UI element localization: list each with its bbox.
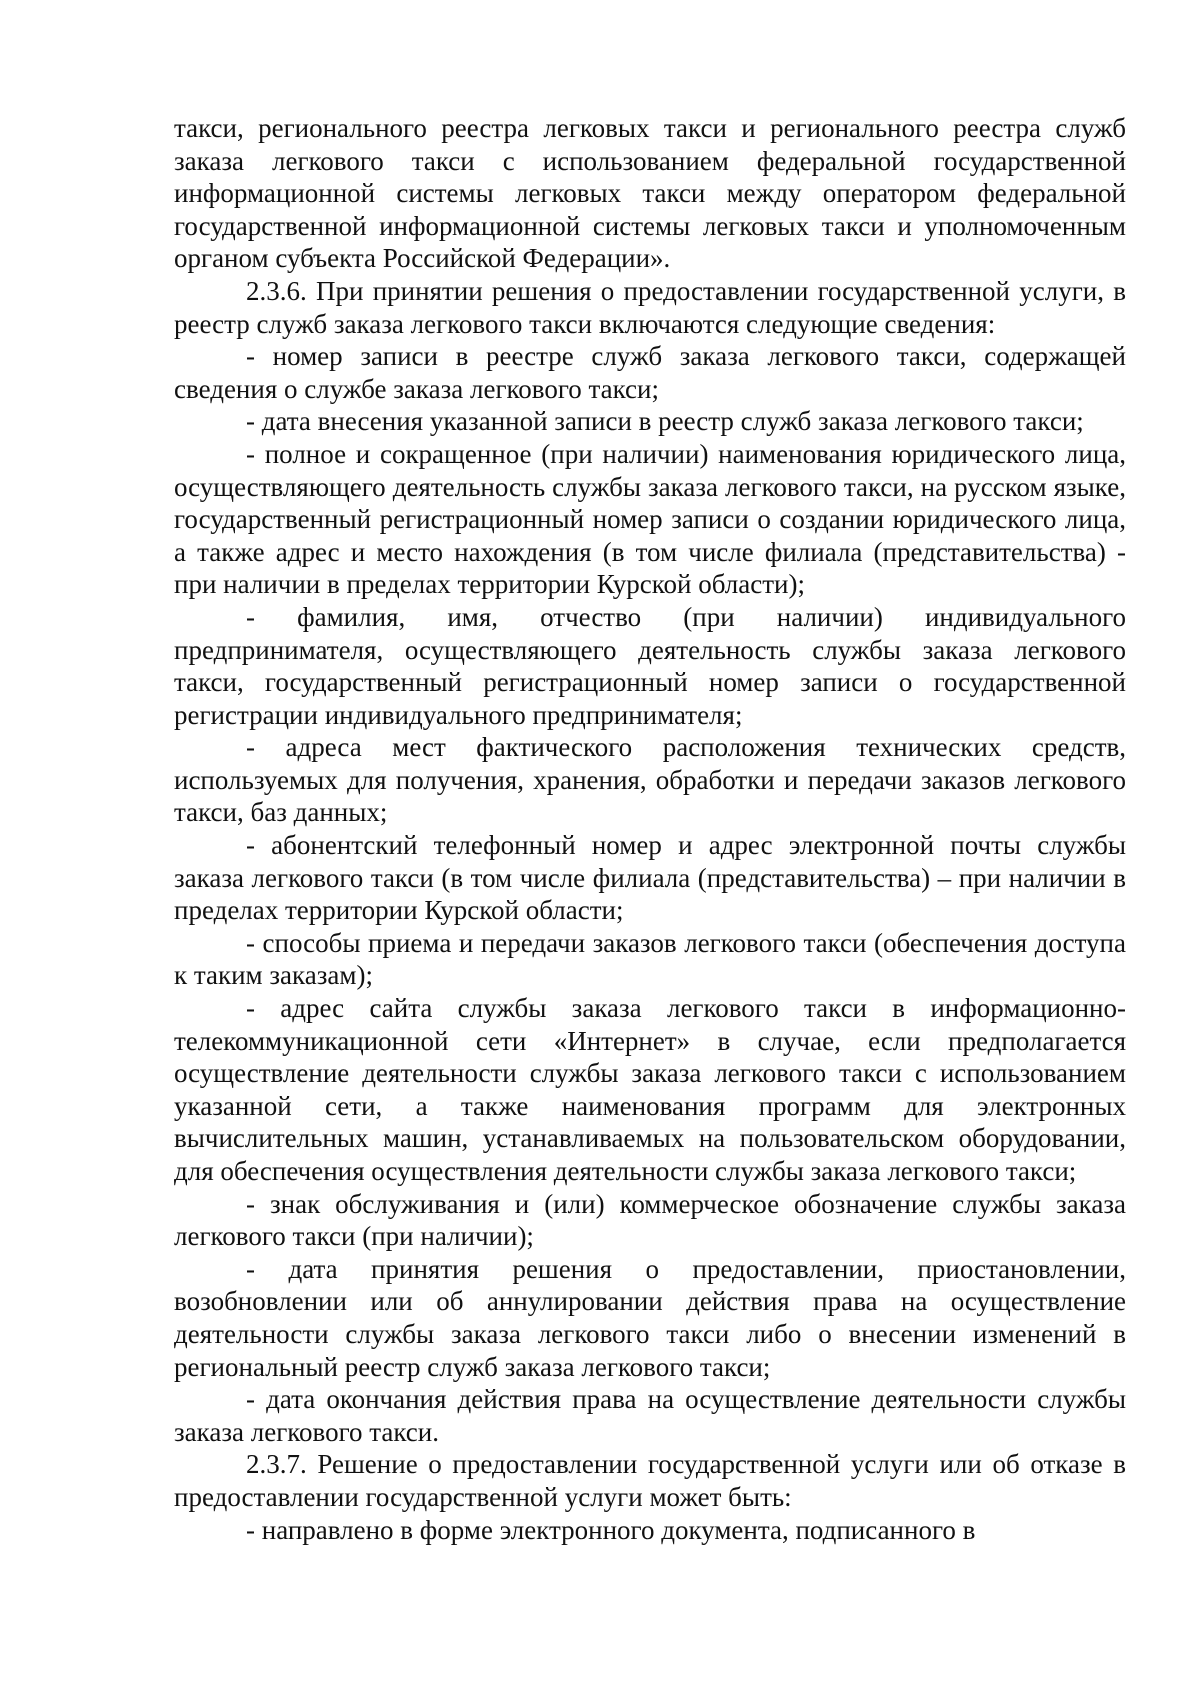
list-item-decision-date: - дата принятия решения о предоставлении, приостановлении, возобновлении или об аннулировании действия права на осуществление деятельности службы заказа легкового такси либо о внесении изменений в региональный реестр служб заказа легкового такси; <box>174 1253 1126 1382</box>
list-item-order-methods: - способы приема и передачи заказов легкового такси (обеспечения доступа к таким заказам); <box>174 927 1126 991</box>
document-page <box>174 112 1126 1546</box>
list-item-entrepreneur-name: - фамилия, имя, отчество (при наличии) индивидуального предпринимателя, осуществляющего деятельность службы заказа легкового такси, государственный регистрационный номер записи о государственной регистрации индивидуального предпринимателя; <box>174 601 1126 730</box>
list-item-record-number: - номер записи в реестре служб заказа легкового такси, содержащей сведения о службе заказа легкового такси; <box>174 341 1126 404</box>
paragraph-section-2-3-6: 2.3.6. При принятии решения о предоставлении государственной услуги, в реестр служб заказа легкового такси включаются следующие сведения: <box>174 275 1126 339</box>
list-item-electronic-document: - направлено в форме электронного документа, подписанного в <box>246 1514 976 1545</box>
list-item-website: - адрес сайта службы заказа легкового такси в информационно-телекоммуникационной сети «Интернет» в случае, если предполагается осуществление деятельности службы заказа легкового такси с использованием указанной сети, а также наименования программ для электронных вычислительных машин, устанавливаемых на пользовательском оборудовании, для обеспечения осуществления деятельности службы заказа легкового такси; <box>174 993 1126 1186</box>
list-item-expiry-date: - дата окончания действия права на осуществление деятельности службы заказа легкового такси. <box>174 1384 1126 1447</box>
list-item-phone-email: - абонентский телефонный номер и адрес электронной почты службы заказа легкового такси (в том числе филиала (представительства) – при наличии в пределах территории Курской области; <box>174 830 1126 926</box>
list-item-legal-entity-name: - полное и сокращенное (при наличии) наименования юридического лица, осуществляющего деятельность службы заказа легкового такси, на русском языке, государственный регистрационный номер записи о создании юридического лица, а также адрес и место нахождения (в том числе филиала (представительства) - при наличии в пределах территории Курской области); <box>174 438 1126 600</box>
list-item-equipment-addresses: - адреса мест фактического расположения технических средств, используемых для получения, хранения, обработки и передачи заказов легкового такси, баз данных; <box>174 732 1126 828</box>
list-item-record-date: - дата внесения указанной записи в реестр служб заказа легкового такси; <box>246 406 1084 437</box>
list-item-trademark: - знак обслуживания и (или) коммерческое обозначение службы заказа легкового такси (при наличии); <box>174 1188 1126 1252</box>
paragraph-continuation: такси, регионального реестра легковых такси и регионального реестра служб заказа легкового такси с использованием федеральной государственной информационной системы легковых такси между оператором федеральной государственной информационной системы легковых такси и уполномоченным органом субъекта Российской Федерации». <box>174 113 1126 274</box>
paragraph-section-2-3-7: 2.3.7. Решение о предоставлении государственной услуги или об отказе в предоставлении государственной услуги может быть: <box>174 1449 1126 1512</box>
